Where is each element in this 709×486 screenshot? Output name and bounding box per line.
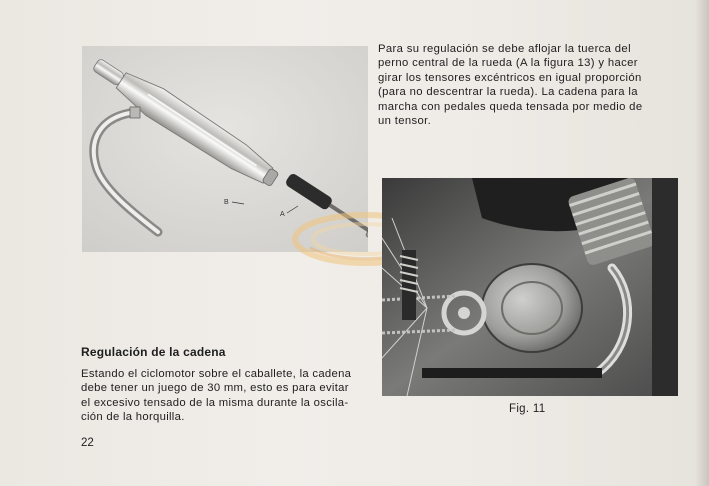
text-line: el excesivo tensado de la misma durante la oscila- [81,396,349,409]
text-line: ción de la horquilla. [81,411,185,424]
text-line: Estando el ciclomotor sobre el caballete, la cadena [81,368,352,380]
text-line: marcha con pedales queda tensada por medio de [378,100,643,113]
text-line: un tensor. [378,115,432,128]
label-a: A [280,211,285,218]
text-line: Para su regulación se debe aflojar la tuerca del [378,43,631,55]
engine-figure-photo [382,178,678,396]
chain-adjustment-instructions [378,42,663,128]
label-b: B [224,199,229,206]
chain-slack-instructions [81,367,363,425]
figure-caption: Fig. 11 [509,403,546,415]
section-title: Regulación de la cadena [81,345,226,359]
text-line: girar los tensores excéntricos en igual proporción [378,71,642,84]
page-number: 22 [81,437,94,449]
text-line: (para no descentrar la rueda). La cadena para la [378,86,638,99]
text-line: perno central de la rueda (A la figura 13) y hacer [378,57,638,70]
page-fold-shadow [695,0,709,486]
text-line: debe tener un juego de 30 mm, esto es para evitar [81,382,349,395]
